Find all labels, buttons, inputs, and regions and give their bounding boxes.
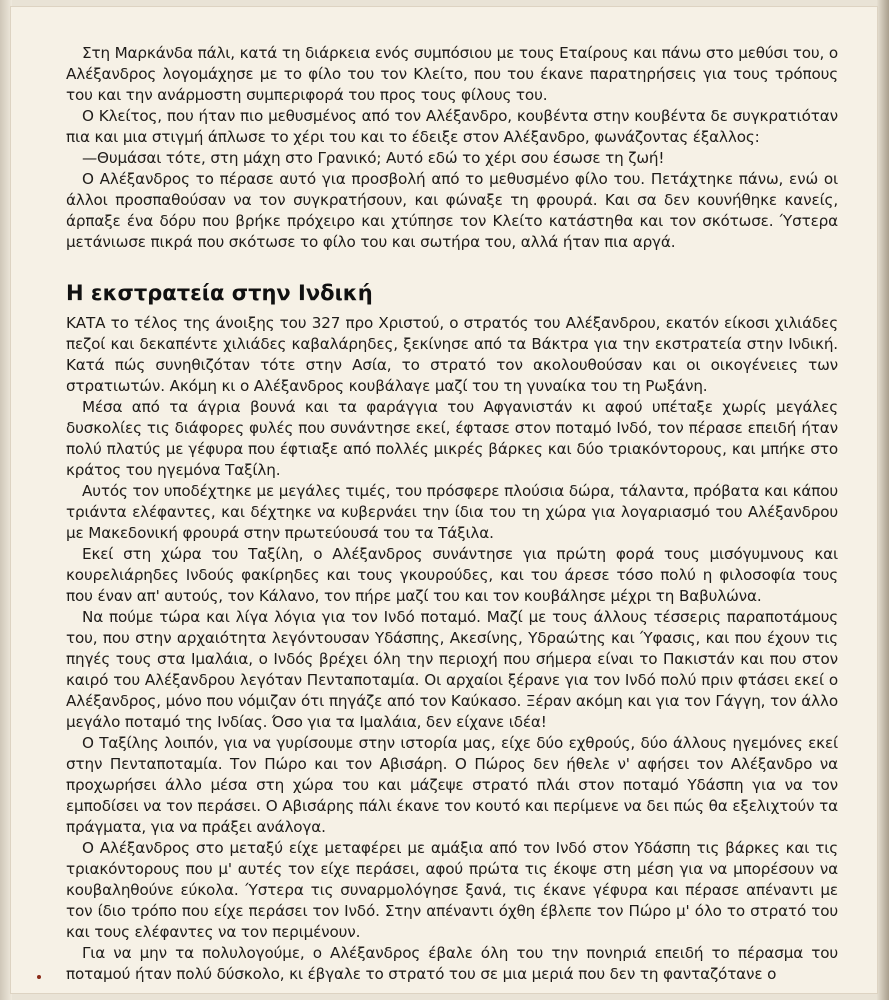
dialogue-paragraph: —Θυμάσαι τότε, στη μάχη στο Γρανικό; Αυτό εδώ το χέρι σου έσωσε τη ζωή! <box>82 149 665 167</box>
section-paragraph: Αυτός τον υποδέχτηκε με μεγάλες τιμές, του πρόσφερε πλούσια δώρα, τάλαντα, πρόβατα και κάπου τριάντα ελέφαντες, και δέχτηκε να κυβερνάει την ίδια του τη χώρα για λογαριασμό του Αλέξανδρου με Μακεδονική φρουρά στην πρωτεύουσά του τα Τάξιλα. <box>66 482 838 542</box>
paragraph: Στη Μαρκάνδα πάλι, κατά τη διάρκεια ενός συμπόσιου με τους Εταίρους και πάνω στο μεθύσι του, ο Αλέξανδρος λογομάχησε με το φίλο του τον Κλείτο, που του έκανε παρατηρήσεις για τους τρόπους του και την ανάρμοστη συμπεριφορά του προς τους φίλους του. <box>66 44 838 104</box>
section-paragraph: Εκεί στη χώρα του Ταξίλη, ο Αλέξανδρος συνάντησε για πρώτη φορά τους μισόγυμνους και κουρελιάρηδες Ινδούς φακίρηδες και τους γκουρούδες, και του άρεσε τόσο πολύ η φιλοσοφία τους που έναν απ' αυτούς, τον Κάλανο, τον πήρε μαζί του και τον κουβάλησε μέχρι τη Βαβυλώνα. <box>66 545 838 605</box>
paragraph: Ο Αλέξανδρος το πέρασε αυτό για προσβολή από το μεθυσμένο φίλο του. Πετάχτηκε πάνω, ενώ οι άλλοι προσπαθούσαν να τον συγκρατήσουν, και φώναξε τη φρουρά. Και σα δεν κουνήθηκε κανείς, άρπαξε ένα δόρυ που βρήκε πρόχειρο και χτύπησε τον Κλείτο κατάστηθα και τον σκότωσε. Ύστερα μετάνιωσε πικρά που σκότωσε το φίλο του και σωτήρα του, αλλά ήταν πια αργά. <box>66 170 838 251</box>
section-paragraph: Ο Ταξίλης λοιπόν, για να γυρίσουμε στην ιστορία μας, είχε δύο εχθρούς, δύο άλλους ηγεμόνες εκεί στην Πενταποταμία. Τον Πώρο και τον Αβισάρη. Ο Πώρος δεν ήθελε ν' αφήσει τον Αλέξανδρο να προχωρήσει άλλο μέσα στη χώρα του και μάζεψε στρατό πλάι στον ποταμό Υδάσπη για να τον εμποδίσει να τον περάσει. Ο Αβισάρης πάλι έκανε τον κουτό και περίμενε να δει πώς θα εξελιχτούν τα πράγματα, για να πράξει ανάλογα. <box>66 734 838 836</box>
section-heading: Η εκστρατεία στην Ινδική <box>66 281 373 305</box>
section-paragraph: Για να μην τα πολυλογούμε, ο Αλέξανδρος έβαλε όλη του την πονηριά επειδή το πέρασμα του ποταμού ήταν πολύ δύσκολο, κι έβγαλε το στρατό του σε μια μεριά που δεν τη φανταζότανε ο <box>66 944 838 983</box>
section-paragraph: Ο Αλέξανδρος στο μεταξύ είχε μεταφέρει με αμάξια από τον Ινδό στον Υδάσπη τις βάρκες και τις τριακόντορους που μ' αυτές τον είχε περάσει, αφού πρώτα τις έκοψε στη μέση για να μπορέσουν να κουβαληθούνε εύκολα. Ύστερα τις συναρμολόγησε ξανά, τις έκανε γέφυρα και πέρασε απέναντι με τον ίδιο τρόπο που είχε περάσει τον Ινδό. Στην απέναντι όχθη έβλεπε τον Πώρο μ' όλο το στρατό του και τους ελέφαντες να τον περιμένουν. <box>66 839 838 941</box>
page-right-edge <box>877 0 889 1000</box>
section-paragraph: Να πούμε τώρα και λίγα λόγια για τον Ινδό ποταμό. Μαζί με τους άλλους τέσσερις παραποτάμους του, που στην αρχαιότητα λεγόντουσαν Υδάσπης, Ακεσίνης, Υδραώτης και Ύφασις, και που έχουν τις πηγές τους στα Ιμαλάια, ο Ινδός βρέχει όλη την περιοχή που σήμερα είναι το Πακιστάν και που στον καιρό του Αλέξανδρου λεγόταν Πενταποταμία. Οι αρχαίοι ξέρανε για τον Ινδό πολύ πριν φτάσει εκεί ο Αλέξανδρος, μόνο που νόμιζαν ότι πηγάζε από τον Καύκασο. Ξέραν ακόμη και για τον Γάγγη, τον άλλο μεγάλο ποταμό της Ινδίας. Όσο για τα Ιμαλάια, δεν είχανε ιδέα! <box>66 608 838 731</box>
section-paragraph: Μέσα από τα άγρια βουνά και τα φαράγγια του Αφγανιστάν κι αφού υπέταξε χωρίς μεγάλες δυσκολίες τις διάφορες φυλές που συνάντησε εκεί, έφτασε στον ποταμό Ινδό, τον πέρασε επειδή ήταν πολύ πλατύς με γέφυρα που έφτιαξε από πολλές μικρές βάρκες και δύο τριακόντορους, και μπήκε στο κράτος του ηγεμόνα Ταξίλη. <box>66 398 838 479</box>
paragraph: Ο Κλείτος, που ήταν πιο μεθυσμένος από τον Αλέξανδρο, κουβέντα στην κουβέντα δε συγκρατιόταν πια και μια στιγμή άπλωσε το χέρι του και το έδειξε στον Αλέξανδρο, φωνάζοντας έξαλλος: <box>66 107 838 146</box>
section-paragraph: ΚΑΤΑ το τέλος της άνοιξης του 327 προ Χριστού, ο στρατός του Αλέξανδρου, εκατόν είκοσι χιλιάδες πεζοί και δεκαπέντε χιλιάδες καβαλάρηδες, ξεκίνησε από τα Βάκτρα για την εκστρατεία στην Ινδική. Κατά πώς συνηθιζόταν τότε στην Ασία, το στρατό τον ακολουθούσαν και οι οικογένειες των στρατιωτών. Ακόμη κι ο Αλέξανδρος κουβάλαγε μαζί του τη γυναίκα του τη Ρωξάνη. <box>66 314 838 395</box>
page-content <box>66 43 838 985</box>
ink-dot-mark <box>37 975 41 979</box>
